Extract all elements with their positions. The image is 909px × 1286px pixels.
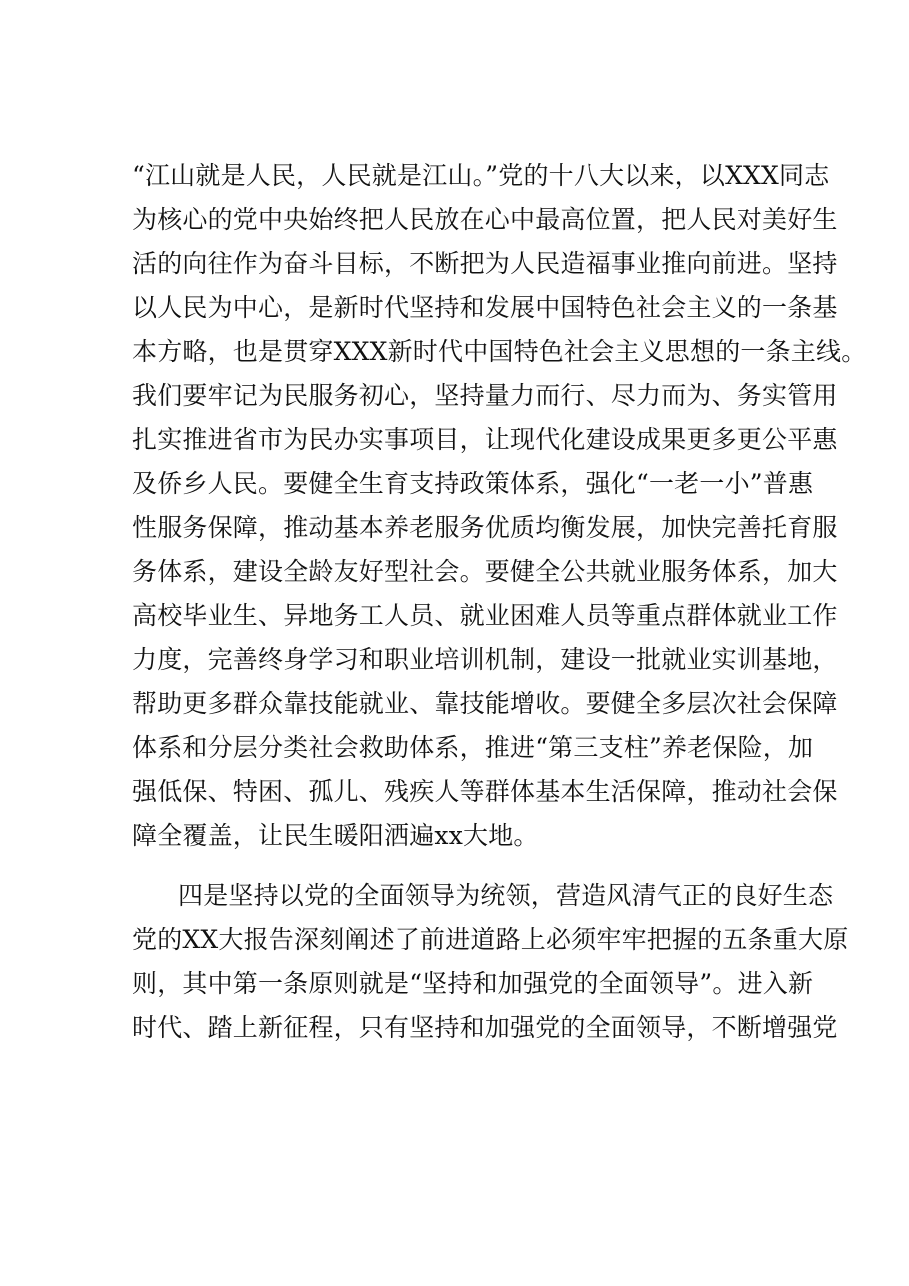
paragraph-2-line-3: 则，其中第一条原则就是“坚持和加强党的全面领导”。进入新 — [132, 969, 814, 998]
paragraph-1-line-11: 高校毕业生、异地务工人员、就业困难人员等重点群体就业工作 — [132, 601, 838, 630]
paragraph-1-line-3: 活的向往作为奋斗目标，不断把为人民造福事业推向前进。坚持 — [132, 249, 838, 278]
paragraph-1-line-1: “江山就是人民，人民就是江山。”党的十八大以来，以XXX同志 — [132, 161, 830, 190]
paragraph-1-line-9: 性服务保障，推动基本养老服务优质均衡发展，加快完善托育服 — [132, 513, 838, 542]
paragraph-1-line-14: 体系和分层分类社会救助体系，推进“第三支柱”养老保险，加 — [132, 733, 814, 762]
paragraph-1-line-4: 以人民为中心，是新时代坚持和发展中国特色社会主义的一条基 — [132, 293, 838, 322]
paragraph-1-line-12: 力度，完善终身学习和职业培训机制，建设一批就业实训基地， — [132, 645, 838, 674]
paragraph-1-line-8: 及侨乡人民。要健全生育支持政策体系，强化“一老一小”普惠 — [132, 469, 814, 498]
paragraph-2-line-2: 党的XX大报告深刻阐述了前进道路上必须牢牢把握的五条重大原 — [132, 925, 849, 954]
paragraph-1-line-13: 帮助更多群众靠技能就业、靠技能增收。要健全多层次社会保障 — [132, 689, 838, 718]
paragraph-1-line-6: 我们要牢记为民服务初心，坚持量力而行、尽力而为、务实管用 — [132, 381, 838, 410]
paragraph-1-line-5: 本方略，也是贯穿XXX新时代中国特色社会主义思想的一条主线。 — [132, 337, 867, 366]
paragraph-1-line-2: 为核心的党中央始终把人民放在心中最高位置，把人民对美好生 — [132, 205, 838, 234]
paragraph-1-line-10: 务体系，建设全龄友好型社会。要健全公共就业服务体系，加大 — [132, 557, 838, 586]
paragraph-2-line-4: 时代、踏上新征程，只有坚持和加强党的全面领导，不断增强党 — [132, 1013, 838, 1042]
paragraph-1-line-15: 强低保、特困、孤儿、残疾人等群体基本生活保障，推动社会保 — [132, 777, 838, 806]
paragraph-1-line-16: 障全覆盖，让民生暖阳洒遍xx大地。 — [132, 821, 539, 850]
paragraph-1-line-7: 扎实推进省市为民办实事项目，让现代化建设成果更多更公平惠 — [132, 425, 838, 454]
paragraph-2-heading-line: 四是坚持以党的全面领导为统领，营造风清气正的良好生态 — [178, 881, 834, 910]
